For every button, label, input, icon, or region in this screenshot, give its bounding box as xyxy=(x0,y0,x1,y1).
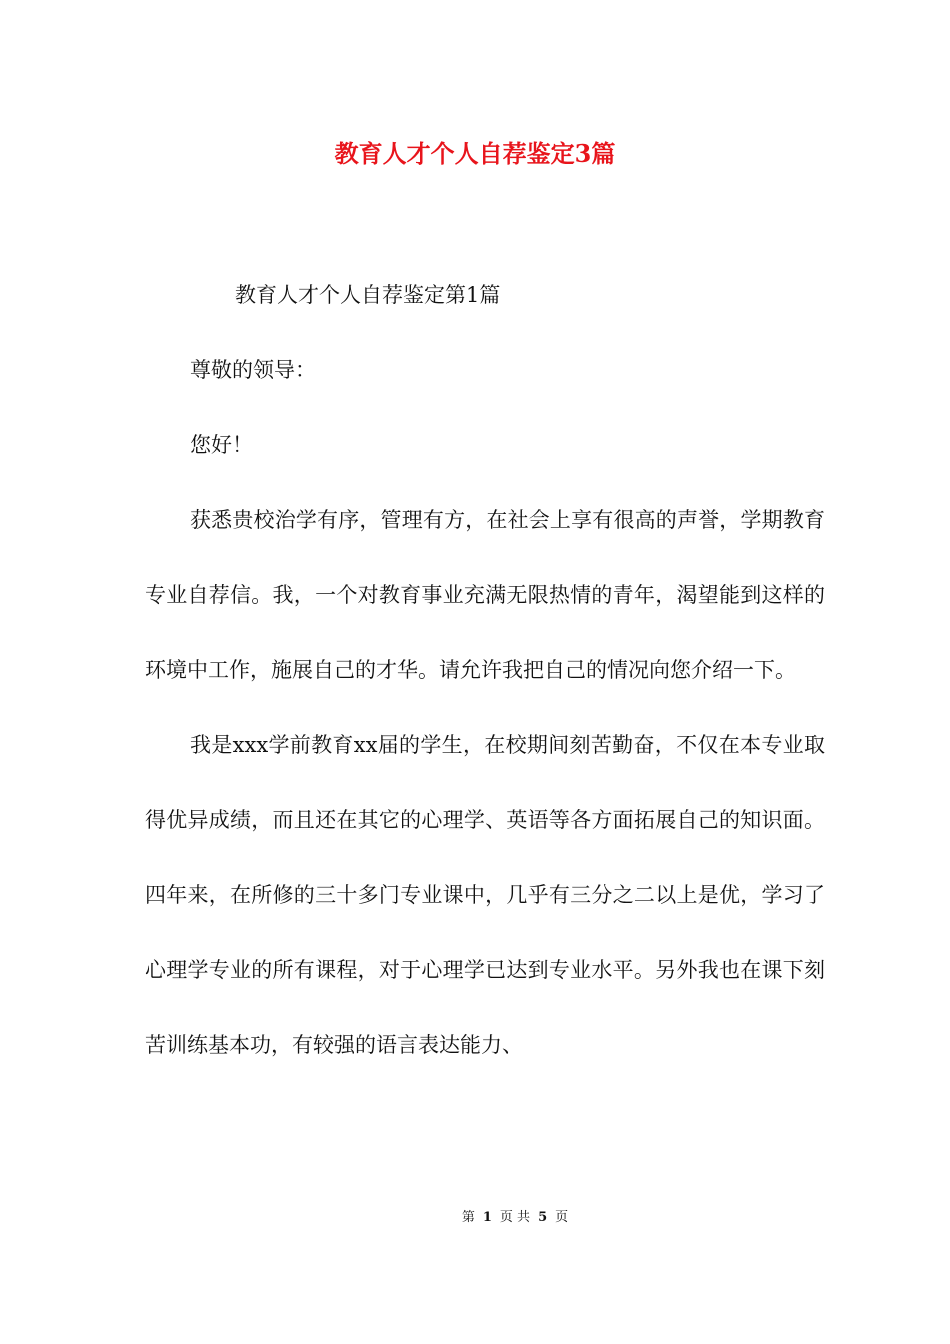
document-title: 教育人才个人自荐鉴定3篇 xyxy=(334,139,616,168)
greeting: 您好！ xyxy=(190,433,253,457)
current-page-number: 1 xyxy=(482,1210,492,1225)
salutation: 尊敬的领导： xyxy=(190,358,316,382)
section-heading: 教育人才个人自荐鉴定第1篇 xyxy=(235,283,501,307)
page-footer xyxy=(0,1206,950,1230)
footer-suffix: 页 xyxy=(555,1210,569,1225)
footer-prefix: 第 xyxy=(461,1210,475,1225)
document-body xyxy=(145,258,825,1083)
paragraph-1: 获悉贵校治学有序，管理有方，在社会上享有很高的声誉，学期教育专业自荐信。我，一个对教育事业充满无限热情的青年，渴望能到这样的环境中工作，施展自己的才华。请允许我把自己的情况向您介绍一下。 xyxy=(145,508,825,682)
footer-mid: 页 共 xyxy=(499,1210,531,1225)
total-page-number: 5 xyxy=(538,1210,548,1225)
paragraph-2: 我是xxx学前教育xx届的学生，在校期间刻苦勤奋，不仅在本专业取得优异成绩，而且还在其它的心理学、英语等各方面拓展自己的知识面。四年来，在所修的三十多门专业课中，几乎有三分之二以上是优，学习了心理学专业的所有课程，对于心理学已达到专业水平。另外我也在课下刻苦训练基本功，有较强的语言表达能力、 xyxy=(145,733,825,1057)
